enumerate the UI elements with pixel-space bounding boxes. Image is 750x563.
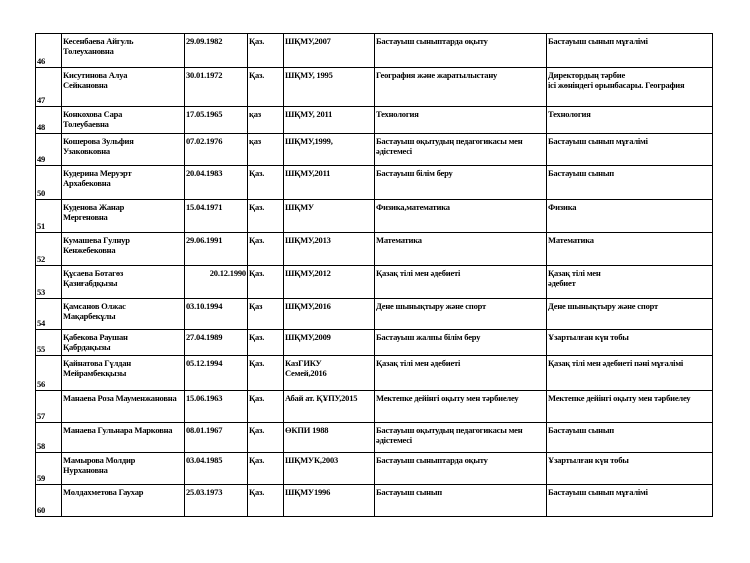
row-number-cell: 57 [36, 391, 62, 423]
birth-date-cell: 30.01.1972 [185, 68, 248, 107]
specialty-cell: Мектепке дейінгі оқыту мен тәрбиелеу [375, 391, 547, 423]
table-row [36, 166, 713, 200]
position-cell: Бастауыш сынып мұғалімі [547, 134, 713, 166]
education-institution-cell: ШҚМУК,2003 [284, 453, 375, 485]
table-row [36, 299, 713, 330]
birth-date-cell: 08.01.1967 [185, 423, 248, 453]
position-cell: Бастауыш сынып мұғалімі [547, 485, 713, 517]
birth-date-cell: 07.02.1976 [185, 134, 248, 166]
birth-date-cell: 20.12.1990 [185, 266, 248, 299]
row-number-cell: 60 [36, 485, 62, 517]
teacher-name-cell: Мамырова Молдир Нурхановна [62, 453, 185, 485]
nationality-cell: Қаз. [248, 166, 284, 200]
row-number-cell: 56 [36, 356, 62, 391]
nationality-cell: қаз [248, 107, 284, 134]
nationality-cell: Қаз [248, 299, 284, 330]
teacher-name-cell: Қабекова Раушан Қабрдақызы [62, 330, 185, 356]
row-number-cell: 54 [36, 299, 62, 330]
teacher-name-cell: Кумашева Гулнур Кенжебековна [62, 233, 185, 266]
education-institution-cell: ШҚМУ, 2011 [284, 107, 375, 134]
teacher-name-cell: Манаева Роза Мауменжановна [62, 391, 185, 423]
nationality-cell: Қаз. [248, 391, 284, 423]
specialty-cell: Бастауыш оқытудың педагогикасы мен әдістемесі [375, 423, 547, 453]
teacher-name-cell: Кудерина Меруэрт Архабековна [62, 166, 185, 200]
teacher-name-cell: Құсаева Ботагөз Қазиғабдқызы [62, 266, 185, 299]
education-institution-cell: ШҚМУ, 1995 [284, 68, 375, 107]
specialty-cell: Бастауыш жалпы білім беру [375, 330, 547, 356]
teacher-name-cell: Қайнатова Гүлдан Мейрамбекқызы [62, 356, 185, 391]
education-institution-cell: Абай ат. ҚҰПУ,2015 [284, 391, 375, 423]
nationality-cell: Қаз. [248, 200, 284, 233]
nationality-cell: Қаз. [248, 266, 284, 299]
position-cell: Бастауыш сынып мұғалімі [547, 34, 713, 68]
education-institution-cell: ШҚМУ,2007 [284, 34, 375, 68]
table-row [36, 391, 713, 423]
position-cell: Дене шынықтыру және спорт [547, 299, 713, 330]
row-number-cell: 51 [36, 200, 62, 233]
nationality-cell: Қаз. [248, 233, 284, 266]
row-number-cell: 46 [36, 34, 62, 68]
birth-date-cell: 29.06.1991 [185, 233, 248, 266]
table-row [36, 134, 713, 166]
table-row [36, 68, 713, 107]
nationality-cell: Қаз. [248, 68, 284, 107]
teacher-name-cell: Қамсанов Олжас Мақарбекұлы [62, 299, 185, 330]
birth-date-cell: 15.04.1971 [185, 200, 248, 233]
teacher-name-cell: Кошерова Зульфия Узаковковна [62, 134, 185, 166]
specialty-cell: География және жаратылыстану [375, 68, 547, 107]
nationality-cell: Қаз. [248, 485, 284, 517]
staff-table-sheet [35, 33, 712, 517]
row-number-cell: 47 [36, 68, 62, 107]
specialty-cell: Бастауыш оқытудың педагогикасы мен әдістемесі [375, 134, 547, 166]
birth-date-cell: 03.04.1985 [185, 453, 248, 485]
table-row [36, 200, 713, 233]
specialty-cell: Қазақ тілі мен әдебиеті [375, 356, 547, 391]
teacher-name-cell: Молдахметова Гаухар [62, 485, 185, 517]
specialty-cell: Дене шынықтыру және спорт [375, 299, 547, 330]
position-cell: Қазақ тілі мен әдебиеті пәні мұғалімі [547, 356, 713, 391]
staff-table-body [36, 34, 713, 517]
table-row [36, 233, 713, 266]
staff-table [35, 33, 713, 517]
birth-date-cell: 05.12.1994 [185, 356, 248, 391]
table-row [36, 107, 713, 134]
birth-date-cell: 15.06.1963 [185, 391, 248, 423]
nationality-cell: қаз [248, 134, 284, 166]
table-row [36, 330, 713, 356]
specialty-cell: Бастауыш сынып [375, 485, 547, 517]
position-cell: Қазақ тілі мен әдебиет [547, 266, 713, 299]
table-row [36, 485, 713, 517]
table-row [36, 266, 713, 299]
specialty-cell: Физика,математика [375, 200, 547, 233]
nationality-cell: Қаз. [248, 356, 284, 391]
education-institution-cell: ШҚМУ1996 [284, 485, 375, 517]
specialty-cell: Бастауыш білім беру [375, 166, 547, 200]
teacher-name-cell: Манаева Гульнара Марковна [62, 423, 185, 453]
position-cell: Бастауыш сынып [547, 166, 713, 200]
position-cell: Математика [547, 233, 713, 266]
education-institution-cell: ӨКПИ 1988 [284, 423, 375, 453]
birth-date-cell: 25.03.1973 [185, 485, 248, 517]
row-number-cell: 58 [36, 423, 62, 453]
row-number-cell: 59 [36, 453, 62, 485]
row-number-cell: 55 [36, 330, 62, 356]
nationality-cell: Қаз. [248, 423, 284, 453]
row-number-cell: 48 [36, 107, 62, 134]
education-institution-cell: КазГИКУ Семей,2016 [284, 356, 375, 391]
teacher-name-cell: Кисутинова Алуа Сейкановна [62, 68, 185, 107]
table-row [36, 34, 713, 68]
education-institution-cell: ШҚМУ,2011 [284, 166, 375, 200]
nationality-cell: Қаз. [248, 330, 284, 356]
education-institution-cell: ШҚМУ,1999, [284, 134, 375, 166]
position-cell: Директордың тәрбие ісі жөніндегі орынбасары. География [547, 68, 713, 107]
row-number-cell: 49 [36, 134, 62, 166]
position-cell: Физика [547, 200, 713, 233]
teacher-name-cell: Кесенбаева Айгуль Толеухановна [62, 34, 185, 68]
specialty-cell: Технология [375, 107, 547, 134]
table-row [36, 356, 713, 391]
position-cell: Бастауыш сынып [547, 423, 713, 453]
nationality-cell: Қаз. [248, 34, 284, 68]
row-number-cell: 52 [36, 233, 62, 266]
row-number-cell: 53 [36, 266, 62, 299]
specialty-cell: Бастауыш сыныптарда оқыту [375, 34, 547, 68]
teacher-name-cell: Конкохова Сара Толеубаевна [62, 107, 185, 134]
specialty-cell: Бастауыш сыныптарда оқыту [375, 453, 547, 485]
position-cell: Мектепке дейінгі оқыту мен тәрбиелеу [547, 391, 713, 423]
education-institution-cell: ШҚМУ [284, 200, 375, 233]
row-number-cell: 50 [36, 166, 62, 200]
birth-date-cell: 29.09.1982 [185, 34, 248, 68]
education-institution-cell: ШҚМУ,2009 [284, 330, 375, 356]
table-row [36, 453, 713, 485]
birth-date-cell: 27.04.1989 [185, 330, 248, 356]
position-cell: Ұзартылған күн тобы [547, 330, 713, 356]
education-institution-cell: ШҚМУ,2013 [284, 233, 375, 266]
birth-date-cell: 17.05.1965 [185, 107, 248, 134]
birth-date-cell: 03.10.1994 [185, 299, 248, 330]
nationality-cell: Қаз. [248, 453, 284, 485]
teacher-name-cell: Куденова Жанар Мергеновна [62, 200, 185, 233]
specialty-cell: Математика [375, 233, 547, 266]
table-row [36, 423, 713, 453]
education-institution-cell: ШҚМУ,2012 [284, 266, 375, 299]
education-institution-cell: ШҚМУ,2016 [284, 299, 375, 330]
birth-date-cell: 20.04.1983 [185, 166, 248, 200]
position-cell: Технология [547, 107, 713, 134]
specialty-cell: Қазақ тілі мен әдебиеті [375, 266, 547, 299]
position-cell: Ұзартылған күн тобы [547, 453, 713, 485]
